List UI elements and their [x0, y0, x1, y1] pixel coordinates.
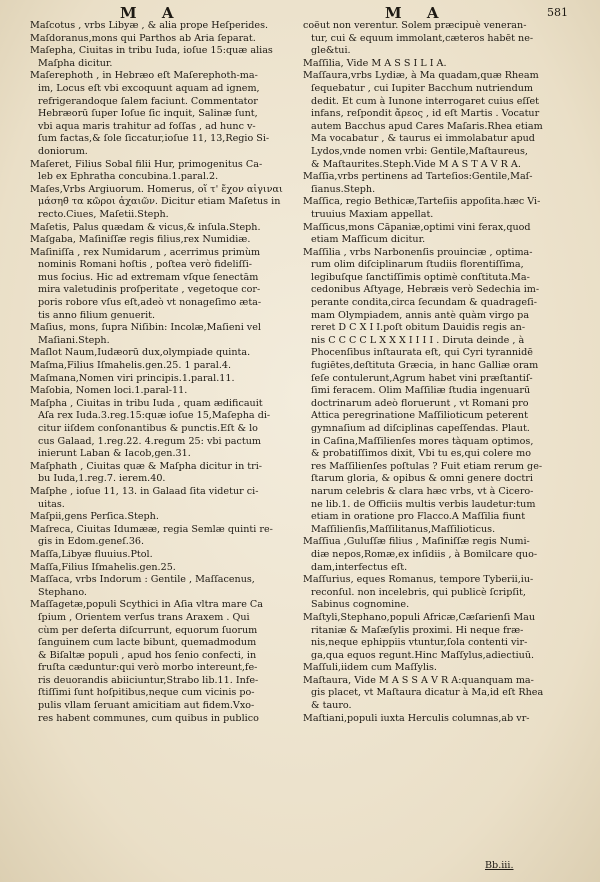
dictionary-entry: [30, 511, 292, 524]
dictionary-entry: [303, 612, 565, 662]
entry-line: Maſma,Filius Iſmahelis.gen.25. 1 paral.4.: [30, 360, 232, 372]
entry-line: fruſta cæduntur:qui verò morbo intereunt,fe-: [38, 662, 258, 674]
entry-line: pulis vllam ſeruant amicitiam aut fidem.Vxo-: [38, 700, 255, 712]
dictionary-entry: [303, 20, 565, 58]
entry-line: Maſreca, Ciuitas Idumææ, regia Semlæ quinti re-: [30, 523, 273, 535]
dictionary-entry: [30, 159, 292, 184]
entry-line: ſanguinem cum lacte bibunt, quemadmodum: [38, 637, 257, 649]
dictionary-entry: [303, 574, 565, 612]
dictionary-entry: [30, 222, 292, 235]
entry-line: Maſiani.Steph.: [38, 334, 110, 346]
entry-line: ritaniæ & Maſæſylis proximi. Hi neque fræ-: [311, 624, 524, 636]
running-head-right: M A: [385, 4, 449, 22]
entry-line: Ma vocabatur , & taurus ei immolabatur apud: [311, 133, 535, 145]
dictionary-entry: [303, 536, 565, 574]
entry-line: Maſſica, regio Bethicæ,Tarteſiis appoſita.hæc Vi-: [303, 196, 541, 208]
entry-line: perante condita,circa ſecundam & quadrageſi-: [311, 297, 537, 309]
entry-line: ris deuorandis abiiciuntur,Strabo lib.11. Infe-: [38, 674, 259, 686]
dictionary-entry: [30, 347, 292, 360]
left-column: [30, 20, 292, 725]
entry-line: ſimi feracem. Olim Maſſiliæ ſtudia ingenuarū: [311, 385, 531, 397]
dictionary-entry: [303, 675, 565, 713]
entry-line: legibuſque ſanctiſſimis optimè conſtituta.Ma-: [311, 271, 530, 283]
entry-line: Maſſaura,vrbs Lydiæ, à Ma quadam,quæ Rheam: [303, 70, 539, 82]
entry-line: tis anno filium genuerit.: [38, 309, 156, 321]
entry-line: leb ex Ephratha concubina.1.paral.2.: [38, 171, 219, 183]
entry-line: gle&tui.: [311, 45, 351, 57]
entry-line: ſianus.Steph.: [311, 183, 376, 195]
entry-line: ſum factas,& ſole ſiccatur,ioſue 11, 13,Regio Si-: [38, 133, 270, 145]
entry-line: citur iiſdem conſonantibus & punctis.Eſt & lo: [38, 423, 258, 434]
entry-line: Lydos,vnde nomen vrbi: Gentile,Maſtaureus,: [311, 145, 528, 157]
entry-line: Maſſilia, Vide M A S S I L I A.: [303, 57, 447, 69]
entry-line: Maſmana,Nomen viri principis.1.paral.11.: [30, 372, 235, 384]
dictionary-entry: [303, 70, 565, 171]
entry-line: dam,interfectus eſt.: [311, 561, 408, 573]
entry-line: Maſius, mons, ſupra Niſibin: Incolæ,Maſieni vel: [30, 322, 261, 334]
entry-line: Maſſa,Filius Iſmahelis.gen.25.: [30, 561, 176, 573]
entry-line: vbi aqua maris trahitur ad foſſas , ad hunc v-: [38, 120, 256, 132]
entry-line: Maſobia, Nomen loci.1.paral-11.: [30, 385, 188, 397]
entry-line: reret D C X I I.poſt obitum Dauidis regis an-: [311, 322, 526, 334]
entry-line: Maſphath , Ciuitas quæ & Maſpha dicitur in tri-: [30, 460, 263, 472]
entry-line: bu Iuda,1.reg.7. ierem.40.: [38, 473, 166, 485]
dictionary-entry: [30, 247, 292, 323]
entry-line: & tauro.: [311, 700, 352, 712]
entry-line: doniorum.: [38, 145, 88, 157]
entry-line: Maſcotus , vrbs Libyæ , & alia prope Heſperides.: [30, 20, 269, 31]
entry-line: in Caſina,Maſſilienſes mores tàquam optimos,: [311, 435, 534, 447]
entry-line: Maſſicus,mons Cāpaniæ,optimi vini ferax,quod: [303, 221, 531, 233]
dictionary-entry: [30, 524, 292, 549]
entry-line: Stephano.: [38, 586, 87, 598]
entry-line: Maſſia,vrbs pertinens ad Tarteſios:Gentile,Maſ-: [303, 171, 533, 183]
dictionary-entry: [30, 398, 292, 461]
entry-line: Maſphe , ioſue 11, 13. in Galaad ſita videtur ci-: [30, 485, 259, 497]
entry-line: Maſerephoth , in Hebræo eſt Maſerephoth-ma-: [30, 70, 258, 82]
page-number: 581: [547, 6, 568, 19]
entry-line: Maſtyli,Stephano,populi Africæ,Cæſarienſi Mau: [303, 611, 536, 623]
entry-line: nis C C C C L X X X I I I I . Diruta deinde , à: [311, 334, 525, 346]
entry-line: Maſlot Naum,Iudæorū dux,olympiade quinta.: [30, 347, 251, 359]
entry-line: etiam in oratione pro Flacco.A Maſſilia fiunt: [311, 511, 526, 523]
entry-line: Maſeret, Filius Sobal filii Hur, primogenitus Ca-: [30, 158, 263, 170]
entry-line: cedonibus Aſtyage, Hebræis verò Sedechia im-: [311, 284, 540, 296]
dictionary-entry: [303, 222, 565, 247]
entry-line: etiam Maſſicum dicitur.: [311, 234, 426, 246]
entry-line: doctrinarum adeò floruerunt , vt Romani pro: [311, 397, 529, 409]
entry-line: Maſtaura, Vide M A S S A V R A:quanquam ma-: [303, 674, 534, 686]
entry-line: ſequebatur , cui Iupiter Bacchum nutriendum: [311, 82, 534, 94]
entry-line: Maſſaca, vrbs Indorum : Gentile , Maſſacenus,: [30, 574, 255, 586]
entry-line: ſeſe contulerunt,Agrum habet vini præſtantiſ-: [311, 372, 533, 384]
entry-line: & probatiſſimos dixit, Vbi tu es,qui colere mo: [311, 448, 531, 460]
entry-line: Maſtiani,populi iuxta Herculis columnas,ab vr-: [303, 712, 530, 724]
entry-line: μάσηθ̄ τα κῶροι ἀχαιῶν. Dicitur etiam Maſetus in: [38, 196, 281, 208]
entry-line: Attica peregrinatione Maſſilioticum peterent: [311, 410, 528, 422]
entry-line: cùm per deſerta diſcurrunt, equorum ſuorum: [38, 624, 258, 636]
entry-line: ſpium , Orientem verſus trans Araxem . Qui: [38, 611, 250, 623]
entry-line: Maſetis, Palus quædam & vicus,& inſula.Steph.: [30, 221, 261, 233]
entry-line: cus Galaad, 1.reg.22. 4.regum 25: vbi pactum: [38, 435, 261, 447]
entry-line: Phocenſibus inſtaurata eſt, qui Cyri tyrannidē: [311, 347, 533, 359]
entry-line: truuius Maxiam appellat.: [311, 208, 434, 220]
entry-line: rum olim diſciplinarum ſtudiis florentiſſima,: [311, 259, 524, 271]
right-column: [303, 20, 565, 725]
signature-mark: Bb.iii.: [485, 860, 514, 871]
dictionary-entry: [303, 171, 565, 196]
entry-line: poris robore vſus eſt,adeò vt nonageſimo æta-: [38, 297, 262, 309]
entry-line: dedit. Et cum à Iunone interrogaret cuius eſſet: [311, 95, 540, 107]
entry-line: res Maſſilienſes poſtulas ? Fuit etiam rerum ge-: [311, 460, 543, 472]
dictionary-entry: [30, 562, 292, 575]
entry-line: mam Olympiadem, annis antè quàm virgo pa: [311, 309, 530, 321]
dictionary-entry: [30, 184, 292, 222]
entry-line: Maſdoranus,mons qui Parthos ab Aria ſeparat.: [30, 32, 256, 44]
entry-line: nis,neque ephippiis vtuntur,ſola contenti vir-: [311, 637, 528, 649]
entry-line: Maſſagetæ,populi Scythici in Aſia vltra mare Ca: [30, 599, 263, 611]
entry-line: coëut non verentur. Solem præcipuè veneran-: [303, 20, 527, 31]
dictionary-entry: [30, 33, 292, 46]
entry-line: refrigerandoque ſalem faciunt. Commentator: [38, 95, 258, 107]
dictionary-entry: [30, 373, 292, 386]
entry-line: Hebræorū ſuper Ioſue ſic inquit, Salinæ ſunt,: [38, 108, 258, 120]
entry-line: Maſpha dicitur.: [38, 57, 113, 69]
entry-line: res habent communes, cum quibus in publico: [38, 712, 259, 724]
dictionary-entry: [30, 574, 292, 599]
entry-line: Maſgaba, Maſiniſſæ regis filius,rex Numidiæ.: [30, 234, 251, 246]
entry-line: gis placet, vt Maſtaura dicatur à Ma,id eſt Rhea: [311, 687, 544, 699]
entry-line: autem Bacchus apud Cares Maſaris.Rhea etiam: [311, 120, 543, 132]
dictionary-entry: [30, 234, 292, 247]
dictionary-entry: [30, 20, 292, 33]
entry-line: Maſſurius, eques Romanus, tempore Tyberii,iu-: [303, 574, 534, 586]
entry-line: gymnaſium ad diſciplinas capeſſendas. Plaut.: [311, 423, 530, 434]
dictionary-entry: [303, 58, 565, 71]
entry-line: ſtarum gloria, & opibus & omni genere doctri: [311, 473, 533, 485]
dictionary-entry: [30, 549, 292, 562]
entry-line: Maſes,Vrbs Argiuorum. Homerus, οἵ τ' ἔχον αἰγιναι: [30, 183, 283, 195]
entry-line: Maſpii,gens Perſica.Steph.: [30, 511, 159, 523]
entry-line: gis in Edom.geneſ.36.: [38, 536, 145, 548]
entry-line: diæ nepos,Romæ,ex inſidiis , à Bomilcare quo-: [311, 548, 538, 560]
dictionary-entry: [30, 599, 292, 725]
entry-line: im, Locus eſt vbi excoquunt aquam ad ignem,: [38, 82, 260, 94]
dictionary-entry: [30, 385, 292, 398]
entry-line: infans, reſpondit ἄρεος , id eſt Martis . Vocatur: [311, 108, 540, 120]
entry-line: uitas.: [38, 498, 65, 510]
entry-line: recto.Ciues, Maſetii.Steph.: [38, 208, 169, 220]
entry-line: Maſſiua ,Guluſſæ filius , Maſiniſſæ regis Numi-: [303, 536, 530, 548]
entry-line: tur, cui & equum immolant,cæteros habēt ne-: [311, 32, 534, 44]
entry-line: & Biſaltæ populi , apud hos ſenio confecti, in: [38, 649, 257, 661]
running-head-left: M A: [120, 4, 184, 22]
dictionary-entry: [303, 713, 565, 726]
entry-line: Sabinus cognomine.: [311, 599, 410, 611]
entry-line: Maſſilia , vrbs Narbonenſis prouinciæ , optima-: [303, 246, 533, 258]
entry-line: & Maſtaurites.Steph.Vide M A S T A V R A.: [311, 158, 521, 170]
dictionary-entry: [30, 45, 292, 70]
dictionary-entry: [30, 461, 292, 486]
entry-line: reconſul. non incelebris, qui publicè ſcripſit,: [311, 586, 526, 598]
entry-line: inierunt Laban & Iacob,gen.31.: [38, 448, 191, 460]
dictionary-entry: [30, 70, 292, 158]
dictionary-entry: [30, 360, 292, 373]
dictionary-entry: [30, 322, 292, 347]
entry-line: Maſſa,Libyæ fluuius.Ptol.: [30, 548, 153, 560]
entry-line: Maſſuli,iidem cum Maſſylis.: [303, 662, 437, 674]
entry-line: Maſſilienſis,Maſſilitanus,Maſſilioticus.: [311, 523, 496, 535]
entry-line: Aſa rex Iuda.3.reg.15:quæ ioſue 15,Maſepha di-: [38, 410, 271, 422]
entry-line: fugiētes,deſtituta Græcia, in hanc Galliæ oram: [311, 360, 539, 372]
entry-line: nominis Romani hoſtis , poſtea verò fideliſſi-: [38, 259, 252, 271]
entry-line: mus ſocius. Hic ad extremam vſque ſenectām: [38, 271, 259, 283]
entry-line: Maſepha, Ciuitas in tribu Iuda, ioſue 15:quæ alias: [30, 45, 273, 57]
dictionary-entry: [303, 247, 565, 537]
entry-line: Maſiniſſa , rex Numidarum , acerrimus primùm: [30, 246, 261, 258]
entry-line: ne lib.1. de Officiis multis verbis laudetur:tum: [311, 498, 536, 510]
dictionary-entry: [30, 486, 292, 511]
entry-line: narum celebris & clara hæc vrbs, vt à Cicero-: [311, 485, 534, 497]
entry-line: Maſpha , Ciuitas in tribu Iuda , quam ædificauit: [30, 397, 263, 409]
entry-line: ga,qua equos regunt.Hinc Maſſylus,adiectiuū.: [311, 649, 535, 661]
dictionary-entry: [303, 662, 565, 675]
entry-line: ſtiſſimi ſunt hoſpitibus,neque cum vicinis po-: [38, 687, 255, 699]
entry-line: mira valetudinis proſperitate , vegetoque cor-: [38, 284, 261, 296]
dictionary-entry: [303, 196, 565, 221]
